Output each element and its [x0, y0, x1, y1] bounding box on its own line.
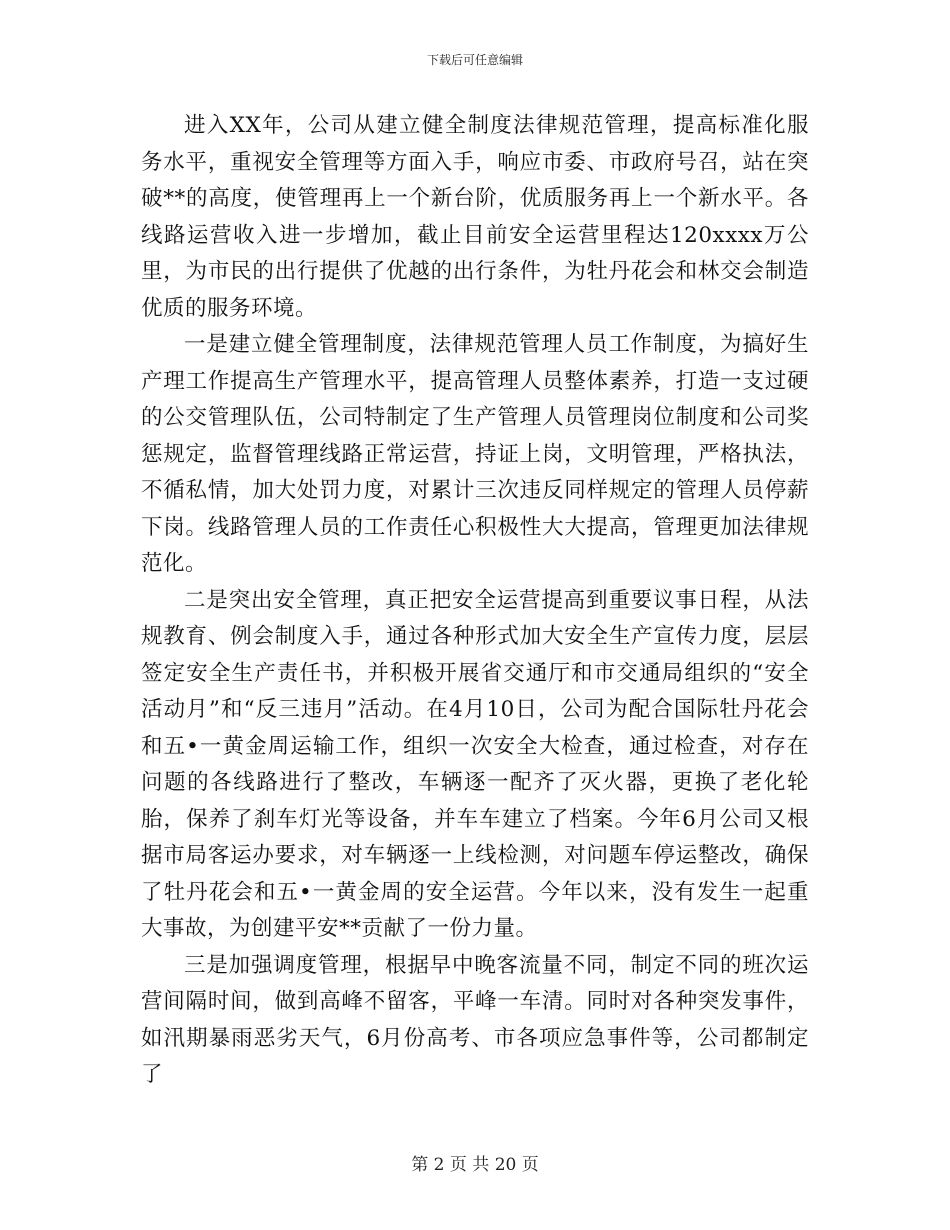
footer-page-word: 页: [449, 1155, 467, 1175]
footer-prefix: 第: [411, 1155, 429, 1175]
paragraph-management-system: 一是建立健全管理制度，法律规范管理人员工作制度，为搞好生产理工作提高生产管理水平，提高管理人员整体素养，打造一支过硬的公交管理队伍，公司特制定了生产管理人员管理岗位制度和公司奖惩规定，监督管理线路正常运营，持证上岗，文明管理，严格执法，不循私情，加大处罚力度，对累计三次违反同样规定的管理人员停薪下岗。线路管理人员的工作责任心积极性大大提高，管理更加法律规范化。: [141, 332, 809, 576]
footer-total-prefix: 共: [472, 1155, 490, 1175]
paragraph-dispatch-management: 三是加强调度管理，根据早中晚客流量不同，制定不同的班次运营间隔时间，做到高峰不留客，平峰一车清。同时对各种突发事件，如汛期暴雨恶劣天气，6月份高考、市各项应急事件等，公司都制定了: [141, 952, 809, 1087]
footer-suffix: 页: [521, 1155, 539, 1175]
paragraph-intro: 进入XX年，公司从建立健全制度法律规范管理，提高标准化服务水平，重视安全管理等方面入手，响应市委、市政府号召，站在突破**的高度，使管理再上一个新台阶，优质服务再上一个新水平。各线路运营收入进一步增加，截止目前安全运营里程达120xxxx万公里，为市民的出行提供了优越的出行条件，为牡丹花会和林交会制造优质的服务环境。: [141, 113, 809, 321]
paragraph-safety-management: 二是突出安全管理，真正把安全运营提高到重要议事日程，从法规教育、例会制度入手，通过各种形式加大安全生产宣传力度，层层签定安全生产责任书，并积极开展省交通厅和市交通局组织的“安全活动月”和“反三违月”活动。在4月10日，公司为配合国际牡丹花会和五•一黄金周运输工作，组织一次安全大检查，通过检查，对存在问题的各线路进行了整改，车辆逐一配齐了灭火器，更换了老化轮胎，保养了刹车灯光等设备，并车车建立了档案。今年6月公司又根据市局客运办要求，对车辆逐一上线检测，对问题车停运整改，确保了牡丹花会和五•一黄金周的安全运营。今年以来，没有发生一起重大事故，为创建平安**贡献了一份力量。: [141, 587, 809, 941]
page-footer: [0, 1154, 950, 1176]
page-header: 下载后可任意编辑: [426, 53, 523, 67]
document-body: [141, 108, 809, 1094]
footer-current-page: 2: [433, 1155, 445, 1175]
footer-total-pages: 20: [494, 1155, 517, 1175]
